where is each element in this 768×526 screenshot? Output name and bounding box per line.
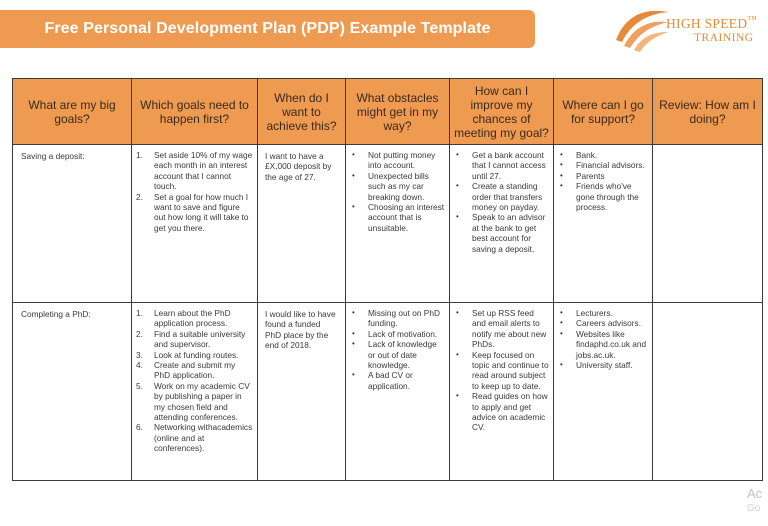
swoosh-icon: [612, 6, 672, 54]
list-item: • Not putting money into account.: [350, 150, 445, 171]
list-item: 5. Work on my academic CV by publishing a paper in my chosen field and attending conferences.: [136, 380, 250, 423]
list-item: • Lack of motivation.: [350, 329, 445, 339]
review-cell: [653, 303, 763, 481]
list-item: 2. Set a goal for how much I want to save and figure out how long it will take to get you there.: [136, 191, 249, 233]
list-item: • Parents: [558, 171, 648, 181]
steps-cell: [132, 303, 258, 481]
support-cell: [554, 303, 653, 481]
list-item: • Get a bank account that I cannot access until 27.: [454, 150, 549, 181]
improve-cell: [450, 303, 554, 481]
list-item: 3. Look at funding routes.: [136, 349, 239, 360]
goal-cell: Completing a PhD:: [13, 303, 132, 481]
list-item: • Careers advisors.: [558, 318, 648, 328]
list-item: • Lecturers.: [558, 308, 648, 318]
list-item: • Create a standing order that transfers money on payday.: [454, 181, 549, 212]
title-banner: [0, 10, 535, 48]
when-cell: I would like to have found a funded PhD place by the end of 2018.: [258, 303, 346, 481]
logo-name: HIGH SPEED™: [666, 16, 757, 31]
steps-cell: [132, 145, 258, 303]
obstacles-cell: [346, 145, 450, 303]
table-row: [13, 303, 763, 481]
list-item: • Read guides on how to apply and get advice on academic CV.: [454, 391, 549, 433]
list-item: • Set up RSS feed and email alerts to notify me about new PhDs.: [454, 308, 549, 350]
list-item: • Missing out on PhD funding.: [350, 308, 445, 329]
list-item: • Speak to an advisor at the bank to get best account for saving a deposit.: [454, 212, 549, 254]
list-item: • Lack of knowledge or out of date knowledge.: [350, 339, 445, 370]
header-goals-first: Which goals need to happen first?: [132, 79, 258, 145]
brand-logo: [612, 6, 762, 54]
list-item: 4. Create and submit my PhD application.: [136, 360, 236, 381]
header-review: Review: How am I doing?: [653, 79, 763, 145]
list-item: • Bank.: [558, 150, 648, 160]
list-item: • University staff.: [558, 360, 648, 370]
list-item: • Websites like findaphd.co.uk and jobs.ac.uk.: [558, 329, 648, 360]
obstacles-cell: [346, 303, 450, 481]
list-item: • Unexpected bills such as my car breaking down.: [350, 171, 445, 202]
when-cell: I want to have a £X,000 deposit by the age of 27.: [258, 145, 346, 303]
overlay-text-secondary: Go: [747, 503, 761, 514]
list-item: 2. Find a suitable university and supervisor.: [136, 328, 246, 350]
list-item: 1. Learn about the PhD application process.: [136, 308, 231, 329]
list-item: • Financial advisors.: [558, 160, 648, 170]
list-item: • A bad CV or application.: [350, 370, 445, 391]
list-item: • Choosing an interest account that is unsuitable.: [350, 202, 445, 233]
header-when: When do I want to achieve this?: [258, 79, 346, 145]
header-support: Where can I go for support?: [554, 79, 653, 145]
goal-cell: Saving a deposit:: [13, 145, 132, 303]
list-item: 6. Networking withacademics (online and at conferences).: [136, 422, 253, 454]
header-improve: How can I improve my chances of meeting my goal?: [450, 79, 554, 145]
list-item: • Keep focused on topic and continue to read around subject to keep up to date.: [454, 350, 549, 392]
overlay-text: Ac: [747, 486, 763, 501]
support-cell: [554, 145, 653, 303]
pdp-table: [12, 78, 763, 481]
improve-cell: [450, 145, 554, 303]
header-row: [13, 79, 763, 145]
page-title: Free Personal Development Plan (PDP) Example Template: [44, 20, 491, 37]
list-item: • Friends who've gone through the process.: [558, 181, 648, 212]
logo-subtitle: TRAINING: [694, 32, 754, 44]
header-obstacles: What obstacles might get in my way?: [346, 79, 450, 145]
review-cell: [653, 145, 763, 303]
header-big-goals: What are my big goals?: [13, 79, 132, 145]
table-row: [13, 145, 763, 303]
list-item: 1. Set aside 10% of my wage each month in an interest account that I cannot touch.: [136, 150, 253, 192]
